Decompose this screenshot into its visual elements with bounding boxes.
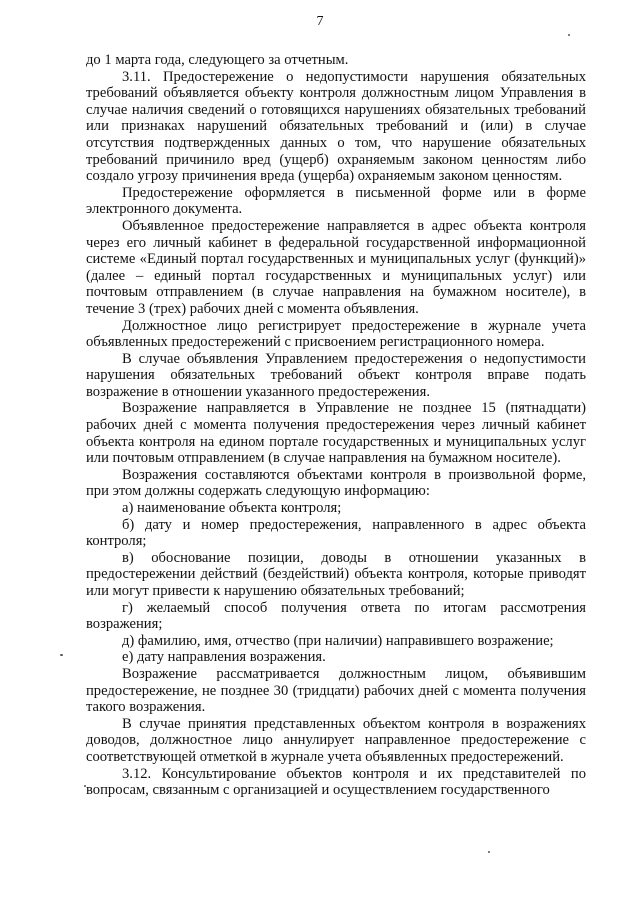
- paragraph: В случае объявления Управлением предостережения о недопустимости нарушения обязательных требований объект контроля вправе подать возражение в отношении указанного предостережения.: [86, 350, 586, 400]
- scan-speck: [568, 34, 570, 36]
- paragraph: Возражение рассматривается должностным лицом, объявившим предостережение, не позднее 30 (тридцати) рабочих дней с момента получения такого возражения.: [86, 665, 586, 716]
- list-item: а) наименование объекта контроля;: [122, 500, 342, 517]
- list-item: б) дату и номер предостережения, направленного в адрес объекта контроля;: [86, 516, 586, 550]
- paragraph: Предостережение оформляется в письменной форме или в форме электронного документа.: [86, 184, 586, 218]
- list-item: в) обоснование позиции, доводы в отношении указанных в предостережении действий (бездействий) объекта контроля, которые приводят или могут привести к нарушению обязательных требований;: [86, 549, 586, 599]
- page-number: 7: [316, 14, 324, 29]
- paragraph: В случае принятия представленных объектом контроля в возражениях доводов, должностное лицо аннулирует направленное предостережение с соответствующей отметкой в журнале учета объявленных предостережений.: [86, 715, 586, 765]
- list-item: г) желаемый способ получения ответа по итогам рассмотрения возражения;: [86, 599, 586, 633]
- scan-speck: [60, 654, 63, 656]
- paragraph: 3.12. Консультирование объектов контроля и их представителей по вопросам, связанным с организацией и осуществлением государственного: [86, 765, 586, 799]
- paragraph: Объявленное предостережение направляется в адрес объекта контроля через его личный кабинет в федеральной государственной информационной системе «Единый портал государственных и муниципальных услуг (функций)» (далее – единый портал государственных и муниципальных услуг) или почтовым отправлением (в случае направления на бумажном носителе), в течение 3 (трех) рабочих дней с момента объявления.: [86, 217, 586, 317]
- document-body: [86, 52, 586, 799]
- paragraph: Возражения составляются объектами контроля в произвольной форме, при этом должны содержать следующую информацию:: [86, 466, 586, 500]
- paragraph: 3.11. Предостережение о недопустимости нарушения обязательных требований объявляется объекту контроля должностным лицом Управления в случае наличия сведений о готовящихся нарушениях обязательных требований или признаках нарушений обязательных требований и (или) в случае отсутствия подтвержденных данных о том, что нарушение обязательных требований причинило вред (ущерб) охраняемым законом ценностям либо создало угрозу причинения вреда (ущерба) охраняемым законом ценностям.: [86, 68, 586, 185]
- list-item: д) фамилию, имя, отчество (при наличии) направившего возражение;: [122, 632, 554, 649]
- scan-speck: [488, 851, 490, 853]
- paragraph: Возражение направляется в Управление не позднее 15 (пятнадцати) рабочих дней с момента получения предостережения через личный кабинет объекта контроля на едином портале государственных и муниципальных услуг или почтовым отправлением (в случае направления на бумажном носителе).: [86, 400, 586, 467]
- list-item: е) дату направления возражения.: [122, 649, 326, 666]
- paragraph: Должностное лицо регистрирует предостережение в журнале учета объявленных предостережений с присвоением регистрационного номера.: [86, 317, 586, 351]
- scan-speck: [84, 785, 86, 787]
- paragraph: до 1 марта года, следующего за отчетным.: [86, 52, 349, 68]
